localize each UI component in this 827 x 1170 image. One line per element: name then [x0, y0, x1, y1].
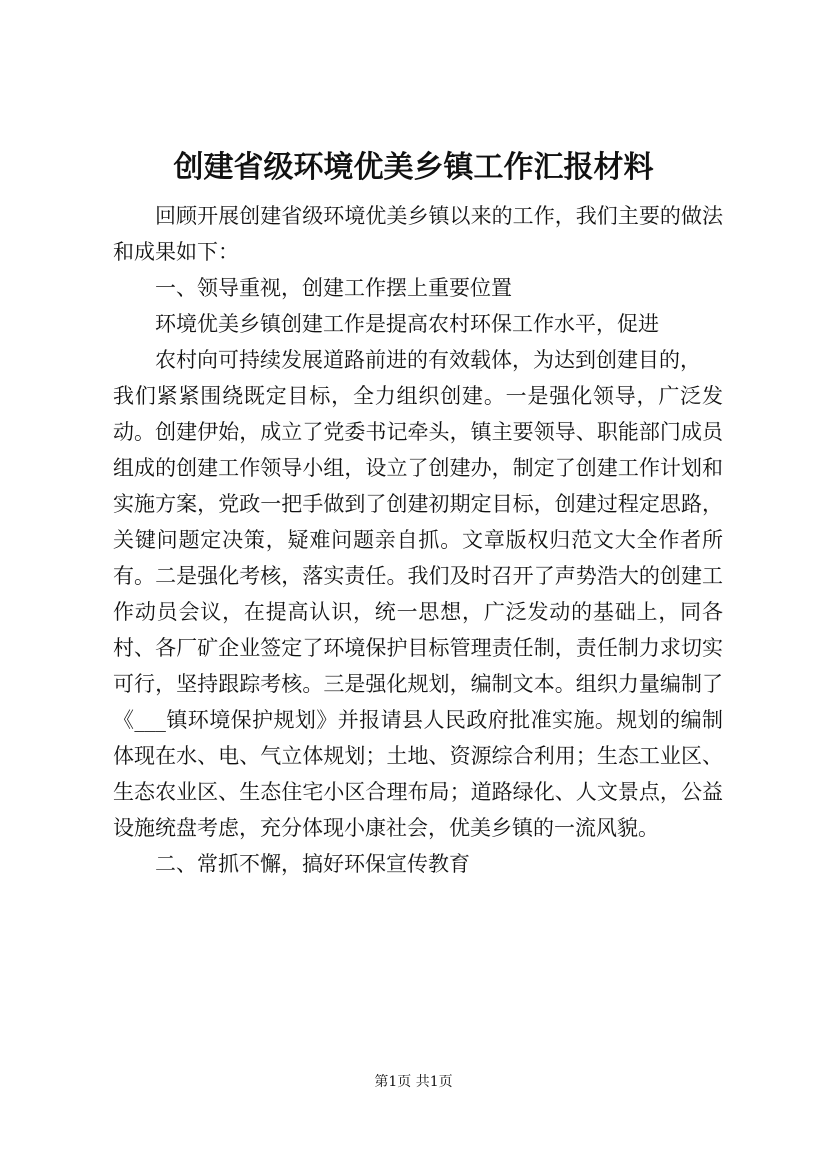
section-heading-2: 二、常抓不懈，搞好环保宣传教育 [155, 852, 470, 876]
body-paragraph-line-2: 农村向可持续发展道路前进的有效载体，为达到创建目的， [155, 348, 701, 372]
page-footer: 第1页 共1页 [374, 1074, 453, 1090]
document-body [113, 198, 723, 882]
section-heading-1: 一、领导重视，创建工作摆上重要位置 [155, 276, 512, 300]
body-paragraph-main: 我们紧紧围绕既定目标，全力组织创建。一是强化领导，广泛发动。创建伊始，成立了党委书记牵头，镇主要领导、职能部门成员组成的创建工作领导小组，设立了创建办，制定了创建工作计划和实施方案，党政一把手做到了创建初期定目标，创建过程定思路，关键问题定决策，疑难问题亲自抓。文章版权归范文大全作者所有。二是强化考核，落实责任。我们及时召开了声势浩大的创建工作动员会议，在提高认识，统一思想，广泛发动的基础上，同各村、各厂矿企业签定了环境保护目标管理责任制，责任制力求切实可行，坚持跟踪考核。三是强化规划，编制文本。组织力量编制了《___镇环境保护规划》并报请县人民政府批准实施。规划的编制体现在水、电、气立体规划；土地、资源综合利用；生态工业区、生态农业区、生态住宅小区合理布局；道路绿化、人文景点，公益设施统盘考虑，充分体现小康社会，优美乡镇的一流风貌。 [113, 384, 723, 840]
intro-paragraph: 回顾开展创建省级环境优美乡镇以来的工作，我们主要的做法和成果如下： [113, 204, 723, 264]
body-paragraph-line-1: 环境优美乡镇创建工作是提高农村环保工作水平，促进 [155, 312, 659, 336]
document-title: 创建省级环境优美乡镇工作汇报材料 [173, 150, 654, 185]
